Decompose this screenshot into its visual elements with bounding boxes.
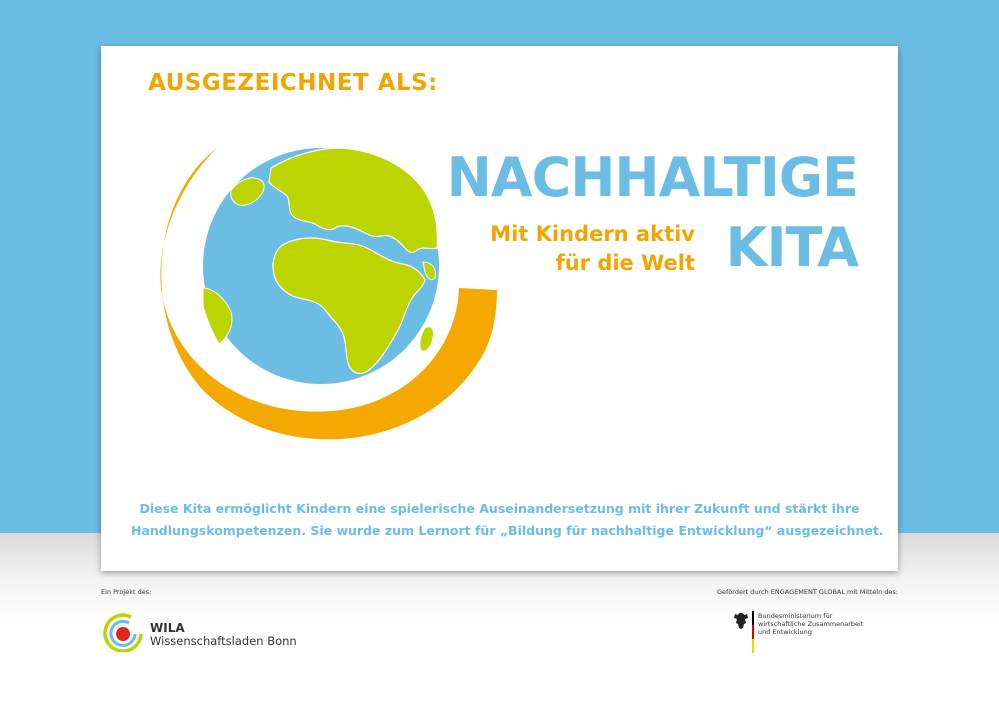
certificate-description [131,498,884,542]
description-line-2: Handlungskompetenzen. Sie wurde zum Lernort für „Bildung für nachhaltige Entwicklung“ ausgezeichnet. [131,523,884,538]
tagline-line-2: für die Welt [555,251,695,275]
description-line-1: Diese Kita ermöglicht Kindern eine spielerische Auseinandersetzung mit ihrer Zukunft und stärkt ihre [139,501,860,516]
ministry-name [758,612,898,636]
wila-subtitle: Wissenschaftsladen Bonn [150,634,297,648]
award-eyebrow: AUSGEZEICHNET ALS: [148,70,438,96]
project-label: Ein Projekt des: [101,588,152,596]
title-kita: KITA [725,216,858,279]
landmass-madagascar [420,327,434,352]
ministry-line-1: Bundesministerium für [758,612,833,620]
tagline-line-1: Mit Kindern aktiv [490,222,695,246]
tagline [431,220,695,278]
certificate-card [101,46,898,571]
ministry-line-2: wirtschaftliche Zusammenarbeit [758,620,864,628]
wila-name: WILA [150,621,185,635]
german-flag-stripe [752,611,754,653]
wila-logo-icon [101,612,145,652]
title-nachhaltige: NACHHALTIGE [446,146,858,209]
funding-label: Gefördert durch ENGAGEMENT GLOBAL mit Mitteln des: [717,588,898,596]
ministry-line-3: und Entwicklung [758,628,812,636]
federal-eagle-icon [733,611,749,631]
